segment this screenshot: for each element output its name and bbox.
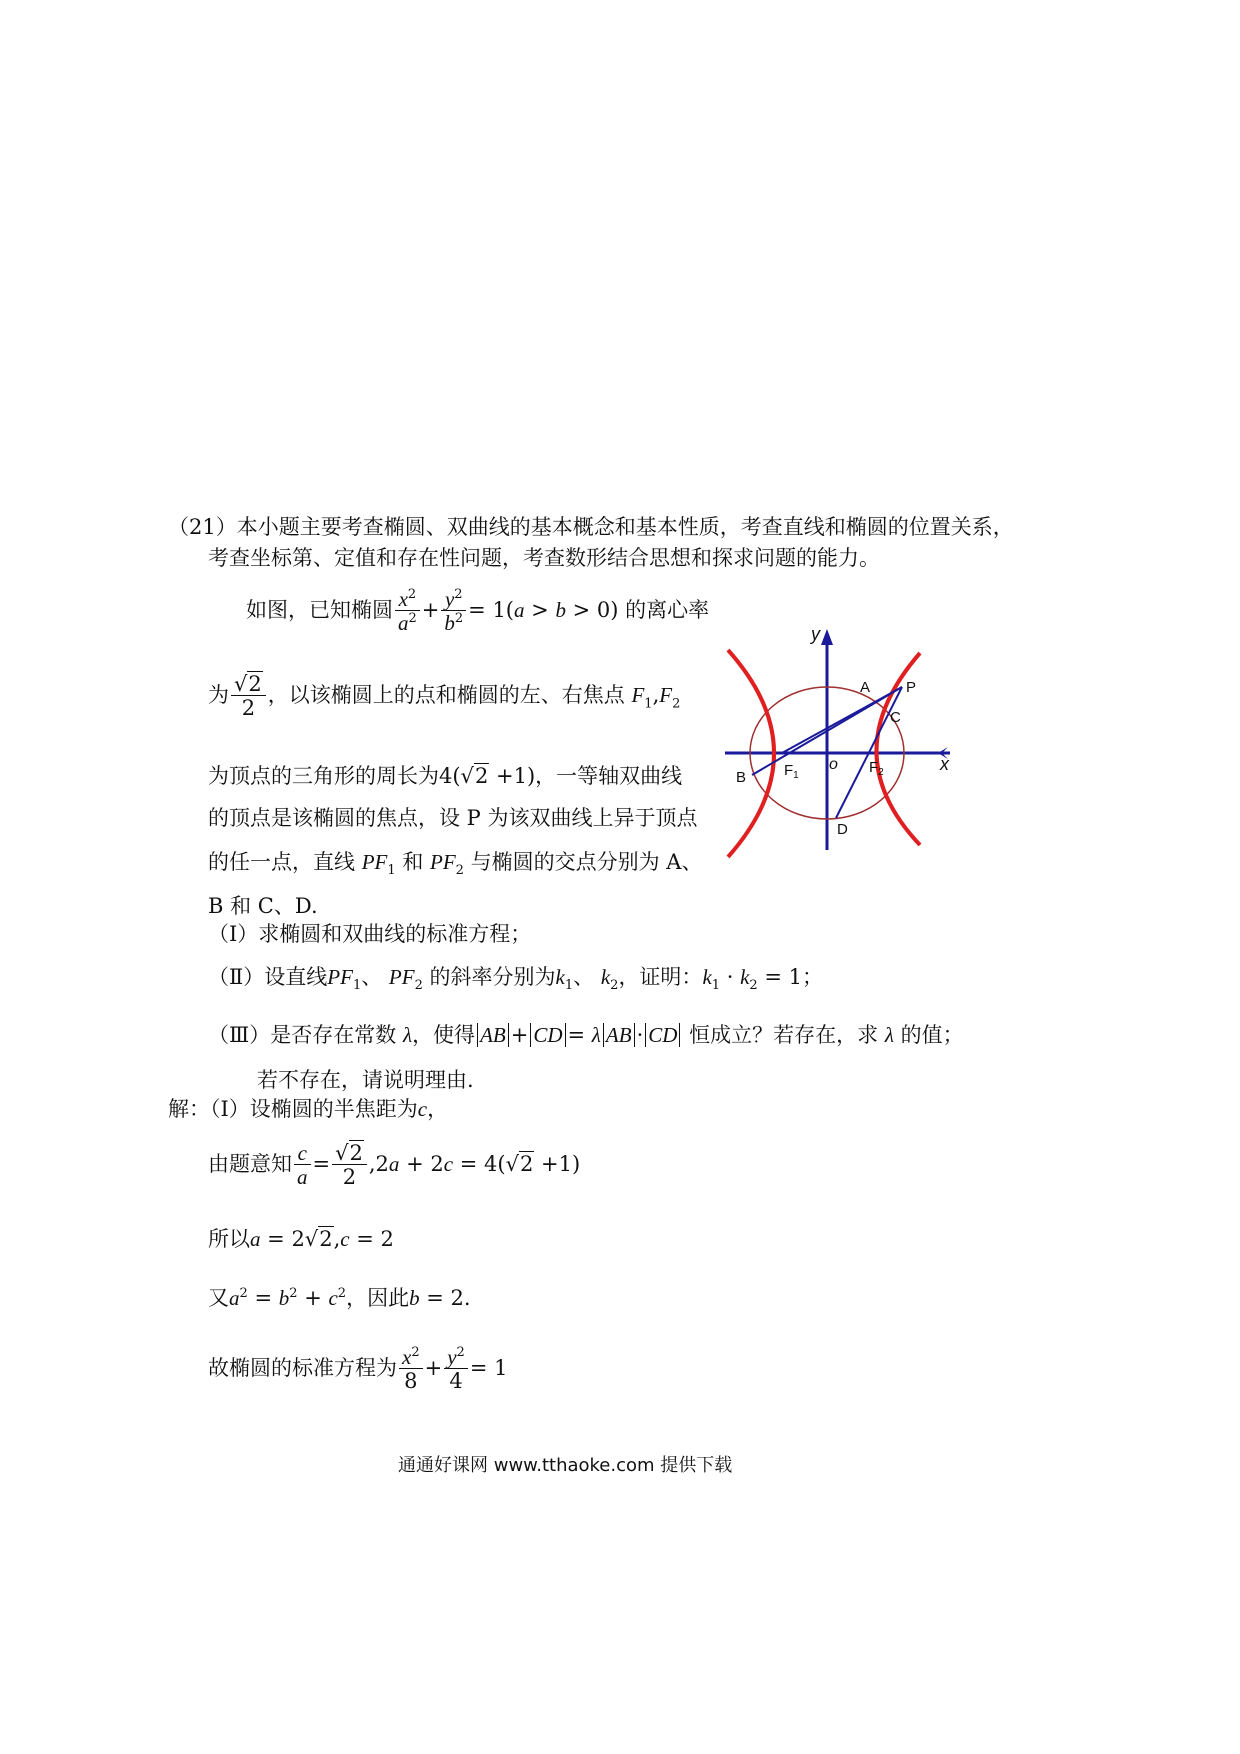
problem-text: ，一等轴双曲线 [535, 764, 683, 788]
problem-text: 的值； [900, 1023, 964, 1047]
solution-line-2: 由题意知 $\frac{c}{a}$ = $\frac{√2}{2}$ ,2a + 2c = 4(√2 +1) [208, 1141, 581, 1190]
fraction: $\frac{c}{a}$ [294, 1142, 311, 1189]
fraction: $\frac{y^2}{b^2}$ [441, 588, 466, 635]
problem-line-5: 的任一点，直线 $PF_1$ 和 $PF_2$ 与椭圆的交点分别为 A、 [208, 850, 703, 879]
label-B: B [736, 769, 747, 786]
problem-line-3: 为顶点的三角形的周长为4(√2 +1)，一等轴双曲线 [208, 764, 683, 788]
solution-text: 所以 [208, 1227, 250, 1251]
label-y: y [811, 624, 820, 644]
solution-line-1: 解：（Ⅰ）设椭圆的半焦距为c， [168, 1097, 449, 1121]
label-F2 [869, 759, 884, 778]
problem-text: 的任一点，直线 [208, 850, 355, 874]
solution-text: ，因此 [346, 1286, 410, 1310]
label-C: C [890, 709, 901, 726]
problem-text: 的斜率分别为 [429, 965, 556, 989]
problem-text: （Ⅱ）设直线 [208, 965, 328, 989]
fraction: $\frac{y^2}{4}$ [444, 1346, 468, 1393]
solution-text: 解：（Ⅰ）设椭圆的半焦距为 [168, 1097, 418, 1121]
intro-line-2: 考查坐标第、定值和存在性问题，考查数形结合思想和探求问题的能力。 [208, 546, 880, 570]
problem-text: 如图，已知椭圆 [246, 598, 393, 623]
solution-line-5: 故椭圆的标准方程为 $\frac{x^2}{8}$ + $\frac{y^2}{4}$ = 1 [208, 1345, 508, 1394]
problem-text: 和 [402, 850, 424, 874]
problem-text: 与椭圆的交点分别为 A、 [470, 850, 703, 874]
label-P: P [906, 679, 917, 696]
label-F1-letter: F [784, 762, 794, 779]
problem-text: ，证明： [618, 965, 703, 989]
label-F1-sub: 1 [793, 770, 799, 781]
question-3-line-2: 若不存在，请说明理由. [257, 1068, 474, 1092]
label-x: x [940, 754, 949, 774]
problem-text: ，使得 [412, 1023, 476, 1047]
solution-line-4: 又$a^2 = b^2 + c^2$，因此b = 2. [208, 1286, 471, 1310]
problem-line-6: B 和 C、D. [208, 894, 318, 918]
problem-line-1: 如图，已知椭圆 $\frac{x^2}{a^2}$ + $\frac{y^2}{b^2}$ = 1(a > b > 0) 的离心率 [246, 587, 710, 636]
question-3: （Ⅲ）是否存在常数 λ，使得 AB + CD = λ AB · CD 恒成立？若存在，求 λ 的值； [208, 1023, 964, 1047]
intro-line-1: （21）本小题主要考查椭圆、双曲线的基本概念和基本性质，考查直线和椭圆的位置关系， [168, 515, 1014, 539]
label-F2-sub: 2 [878, 767, 884, 778]
label-D: D [837, 821, 848, 838]
ellipse-hyperbola-figure [710, 615, 970, 860]
fraction: $\frac{√2}{2}$ [332, 1142, 367, 1189]
solution-text: 故椭圆的标准方程为 [208, 1356, 397, 1381]
problem-line-2: 为 $\frac{√2}{2}$ ，以该椭圆上的点和椭圆的左、右焦点 $F_1,F_2$ [208, 672, 681, 721]
problem-text: 的离心率 [625, 598, 710, 623]
problem-text: （Ⅲ）是否存在常数 [208, 1023, 397, 1047]
solution-text: 又 [208, 1286, 229, 1310]
footer-text: 通通好课网 www.tthaoke.com 提供下载 [398, 1455, 733, 1476]
y-axis-arrow [821, 629, 833, 645]
problem-text: 恒成立？若存在，求 [689, 1023, 879, 1047]
problem-line-4: 的顶点是该椭圆的焦点，设 P 为该双曲线上异于顶点 [208, 806, 698, 830]
solution-text: 由题意知 [208, 1152, 292, 1177]
fraction: $\frac{√2}{2}$ [231, 673, 266, 720]
fraction: $\frac{x^2}{8}$ [399, 1346, 423, 1393]
fraction: $\frac{x^2}{a^2}$ [395, 588, 420, 635]
label-o: o [829, 756, 838, 773]
problem-text: ，以该椭圆上的点和椭圆的左、右焦点 [267, 683, 625, 708]
line-f1-p [782, 687, 902, 753]
label-F1 [784, 762, 799, 781]
question-2: （Ⅱ）设直线$PF_1$、 $PF_2$ 的斜率分别为$k_1$、 $k_2$，证明：$k_1 \cdot k_2 = 1$； [208, 965, 823, 994]
question-1: （Ⅰ）求椭圆和双曲线的标准方程； [208, 922, 532, 946]
solution-line-3: 所以a = 2√2,c = 2 [208, 1227, 394, 1251]
problem-text: 为顶点的三角形的周长为 [208, 764, 439, 788]
label-F2-letter: F [869, 759, 879, 776]
problem-text: 为 [208, 683, 229, 708]
label-A: A [860, 679, 871, 696]
